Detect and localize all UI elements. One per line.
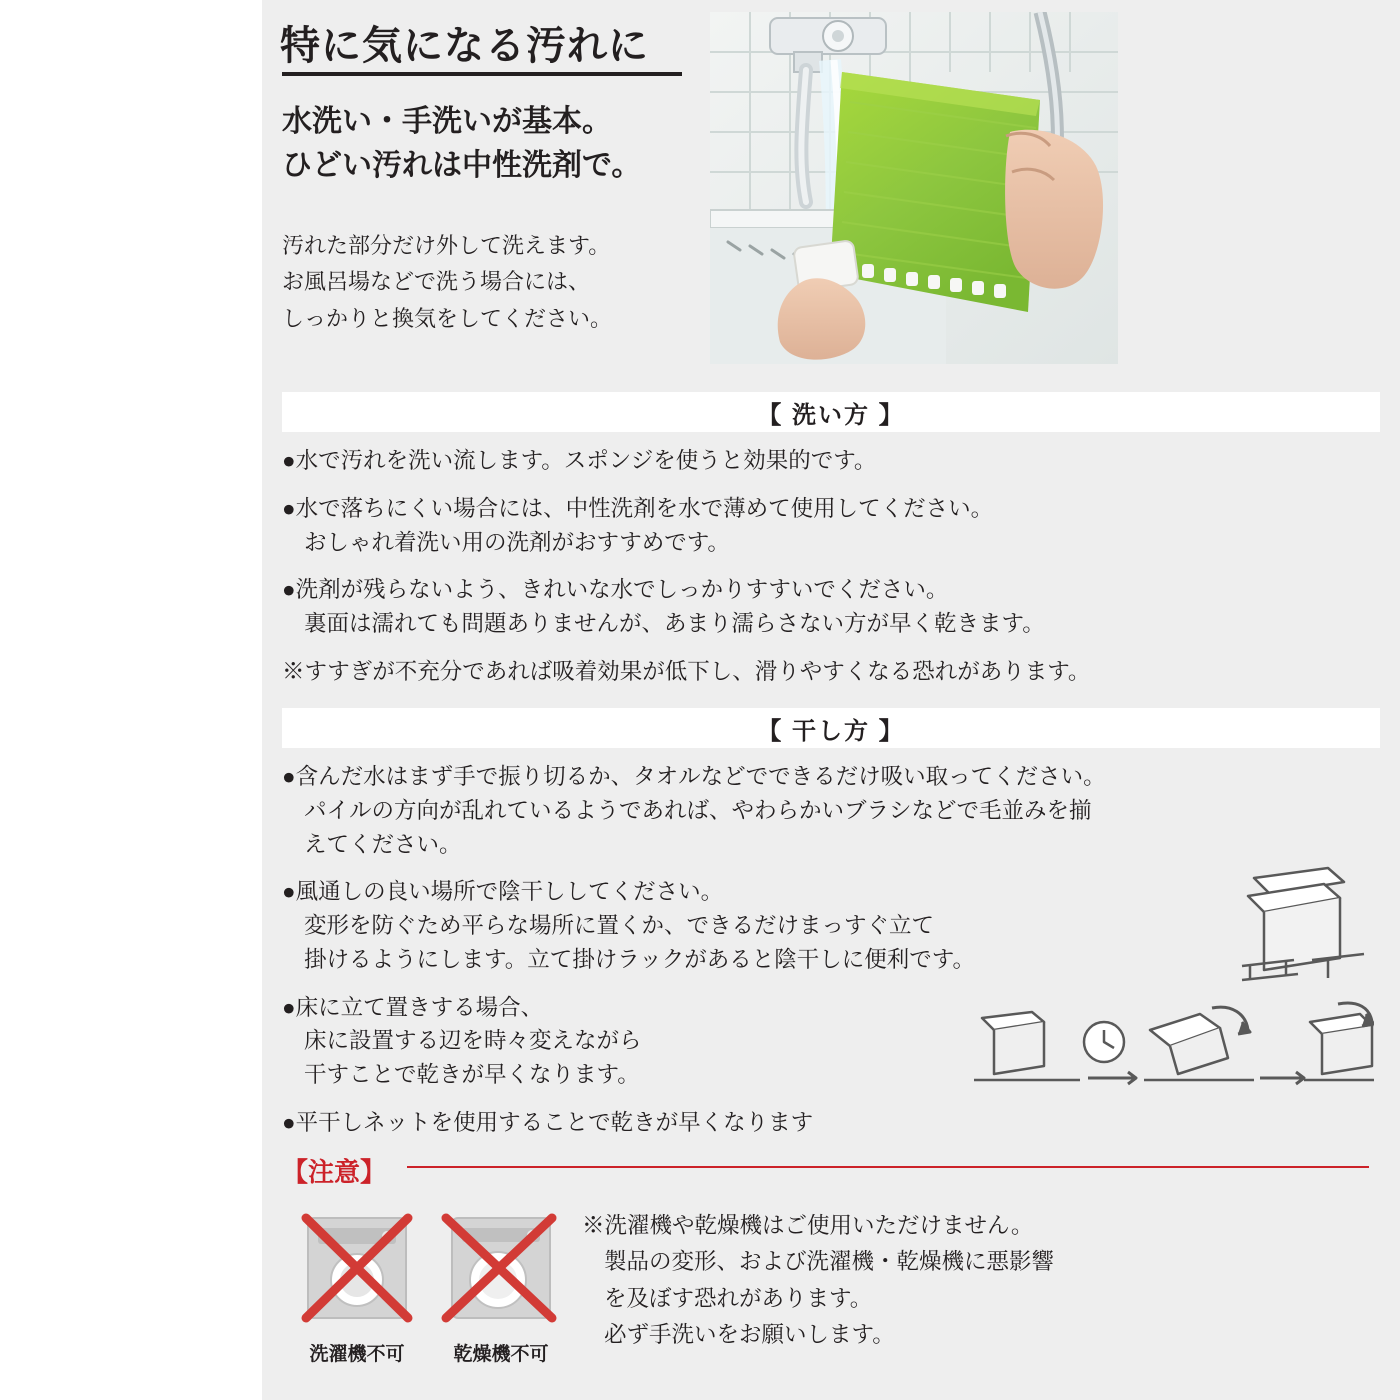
caution-line-4: 必ず手洗いをお願いします。 <box>604 1322 895 1348</box>
page-title: 特に気になる汚れに <box>280 24 649 68</box>
wash-note: ※すすぎが不充分であれば吸着効果が低下し、滑りやすくなる恐れがあります。 <box>282 658 1091 684</box>
list-item: ●平干しネットを使用することで乾きが早くなります <box>282 1109 814 1135</box>
intro-line-2: お風呂場などで洗う場合には、 <box>282 269 591 295</box>
caution-line-3: を及ぼす恐れがあります。 <box>604 1285 873 1311</box>
list-item: ●水で汚れを洗い流します。スポンジを使うと効果的です。 <box>282 448 877 473</box>
bathroom-shower-washing-green-mat-photo <box>710 12 1118 364</box>
list-item: ●含んだ水はまず手で振り切るか、タオルなどでできるだけ吸い取ってください。 パイルの方向が乱れているようであれば、やわらかいブラシなどで毛並みを揃 えてください。 <box>282 764 1106 857</box>
section-header-wash: 【 洗い方 】 <box>282 392 1380 432</box>
washing-machine-prohibited-icon <box>292 1210 422 1366</box>
caution-divider <box>407 1166 1369 1168</box>
caution-line-1: ※洗濯機や乾燥機はご使用いただけません。 <box>582 1213 1034 1238</box>
rotate-mat-timer-icon <box>974 1000 1374 1100</box>
intro-line-3: しっかりと換気をしてください。 <box>282 305 613 331</box>
caution-label: 【注意】 <box>282 1157 387 1187</box>
washer-caption: 洗濯機不可 <box>309 1344 405 1365</box>
list-item: ●床に立て置きする場合、 床に設置する辺を時々変えながら 干すことで乾きが早くなります。 <box>282 994 642 1087</box>
lead-line-2: ひどい汚れは中性洗剤で。 <box>282 148 642 182</box>
content-sheet <box>262 0 1400 1400</box>
lead-line-1: 水洗い・手洗いが基本。 <box>282 105 612 138</box>
dryer-prohibited-icon <box>436 1210 566 1366</box>
wash-instructions <box>282 444 1372 689</box>
caution-text <box>582 1208 1382 1354</box>
section-header-dry: 【 干し方 】 <box>282 708 1380 748</box>
title-underline <box>282 72 682 76</box>
list-item: ●風通しの良い場所で陰干ししてください。 変形を防ぐため平らな場所に置くか、できるだけまっすぐ立て 掛けるようにします。立て掛けラックがあると陰干しに便利です。 <box>282 879 975 972</box>
prohibition-icons <box>286 1210 586 1380</box>
dryer-caption: 乾燥機不可 <box>453 1344 549 1365</box>
lead-text <box>282 100 752 187</box>
drying-rack-icon <box>1224 862 1372 1002</box>
intro-text <box>282 228 752 337</box>
intro-line-1: 汚れた部分だけ外して洗えます。 <box>282 233 611 258</box>
caution-line-2: 製品の変形、および洗濯機・乾燥機に悪影響 <box>604 1249 1055 1275</box>
list-item: ●水で落ちにくい場合には、中性洗剤を水で薄めて使用してください。 おしゃれ着洗い用の洗剤がおすすめです。 <box>282 495 994 555</box>
list-item: ●洗剤が残らないよう、きれいな水でしっかりすすいでください。 裏面は濡れても問題ありませんが、あまり濡らさない方が早く乾きます。 <box>282 577 1045 636</box>
